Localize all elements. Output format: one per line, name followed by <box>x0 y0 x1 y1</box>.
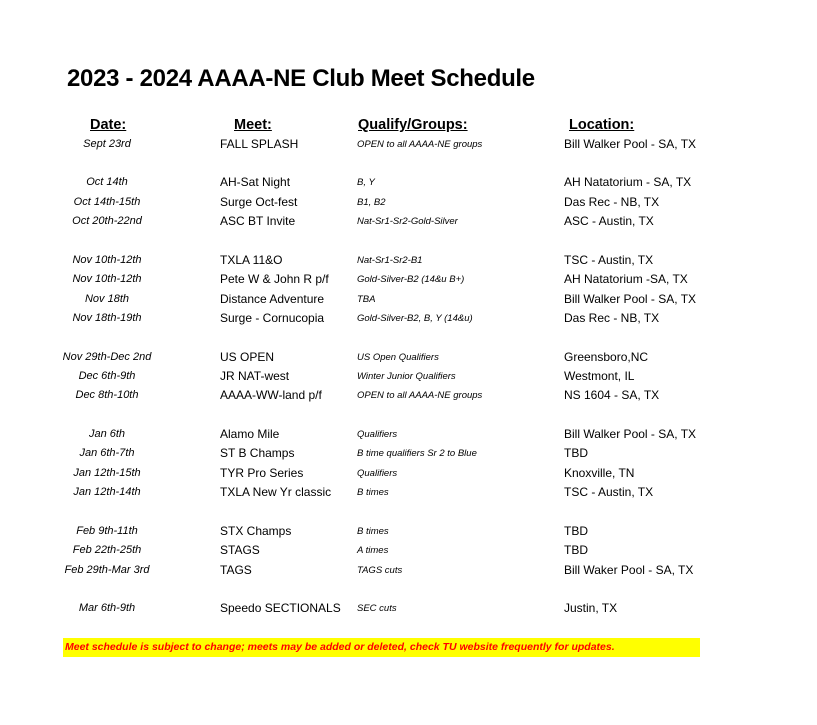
table-row <box>0 483 817 502</box>
meet-date: Mar 6th-9th <box>78 602 136 614</box>
meet-qualify: OPEN to all AAAA-NE groups <box>357 139 483 150</box>
meet-qualify: Qualifiers <box>357 468 398 479</box>
meet-date: Jan 12th-14th <box>73 486 141 498</box>
meet-location: Das Rec - NB, TX <box>564 311 660 325</box>
meet-location: AH Natatorium - SA, TX <box>564 175 692 189</box>
table-row <box>0 309 817 328</box>
meet-date: Jan 6th-7th <box>79 447 135 459</box>
meet-location: Das Rec - NB, TX <box>564 195 660 209</box>
meet-name: Surge Oct-fest <box>220 195 298 209</box>
column-header-meet: Meet: <box>234 117 272 133</box>
meet-location: Bill Waker Pool - SA, TX <box>564 563 694 577</box>
meet-qualify: Gold-Silver-B2 (14&u B+) <box>357 274 465 285</box>
meet-date: Jan 12th-15th <box>73 467 141 479</box>
meet-date: Nov 29th-Dec 2nd <box>62 351 152 363</box>
meet-name: TAGS <box>220 563 252 577</box>
meet-location: Bill Walker Pool - SA, TX <box>564 292 697 306</box>
meet-name: AAAA-WW-land p/f <box>220 388 322 402</box>
table-row <box>0 561 817 580</box>
table-row <box>0 270 817 289</box>
meet-qualify: TBA <box>357 294 376 305</box>
meet-location: AH Natatorium -SA, TX <box>564 272 688 286</box>
meet-location: Bill Walker Pool - SA, TX <box>564 137 697 151</box>
meet-date: Oct 14th-15th <box>73 196 141 208</box>
meet-date: Feb 29th-Mar 3rd <box>64 564 150 576</box>
meet-qualify: Winter Junior Qualifiers <box>357 371 456 382</box>
meet-name: JR NAT-west <box>220 369 290 383</box>
meet-location: Bill Walker Pool - SA, TX <box>564 427 697 441</box>
meet-date: Nov 10th-12th <box>72 254 142 266</box>
page-title: 2023 - 2024 AAAA-NE Club Meet Schedule <box>67 65 535 92</box>
meet-qualify: B time qualifiers Sr 2 to Blue <box>357 448 477 459</box>
meet-location: ASC - Austin, TX <box>564 214 654 228</box>
meet-name: ASC BT Invite <box>220 214 296 228</box>
meet-qualify: A times <box>357 545 389 556</box>
meet-name: STX Champs <box>220 524 292 538</box>
meet-qualify: OPEN to all AAAA-NE groups <box>357 390 483 401</box>
meet-name: Surge - Cornucopia <box>220 311 325 325</box>
meet-name: Pete W & John R p/f <box>220 272 329 286</box>
meet-location: TSC - Austin, TX <box>564 253 654 267</box>
table-row <box>0 444 817 463</box>
table-row <box>0 522 817 541</box>
meet-date: Dec 8th-10th <box>75 389 139 401</box>
table-row <box>0 599 817 618</box>
table-row <box>0 348 817 367</box>
meet-location: TBD <box>564 524 588 538</box>
meet-name: STAGS <box>220 543 260 557</box>
meet-date: Nov 18th-19th <box>72 312 142 324</box>
table-row <box>0 212 817 231</box>
meet-date: Oct 20th-22nd <box>72 215 142 227</box>
meet-location: TSC - Austin, TX <box>564 485 654 499</box>
meet-date: Sept 23rd <box>83 138 131 150</box>
meet-qualify: B times <box>357 487 389 498</box>
meet-name: TYR Pro Series <box>220 466 304 480</box>
table-row <box>0 464 817 483</box>
meet-date: Nov 10th-12th <box>72 273 142 285</box>
meet-date: Jan 6th <box>88 428 126 440</box>
meet-location: NS 1604 - SA, TX <box>564 388 660 402</box>
meet-location: Westmont, IL <box>564 369 635 383</box>
meet-qualify: B1, B2 <box>357 197 386 208</box>
meet-qualify: Gold-Silver-B2, B, Y (14&u) <box>357 313 473 324</box>
meet-name: TXLA 11&O <box>220 253 283 267</box>
meet-qualify: TAGS cuts <box>357 565 403 576</box>
meet-date: Nov 18th <box>84 293 130 305</box>
table-row <box>0 135 817 154</box>
table-row <box>0 173 817 192</box>
table-row <box>0 367 817 386</box>
meet-location: Justin, TX <box>564 601 618 615</box>
meet-qualify: Qualifiers <box>357 429 398 440</box>
meet-qualify: SEC cuts <box>357 603 397 614</box>
meet-location: Knoxville, TN <box>564 466 635 480</box>
column-header-qualify: Qualify/Groups: <box>358 117 468 133</box>
meet-qualify: US Open Qualifiers <box>357 352 439 363</box>
table-row <box>0 290 817 309</box>
table-row <box>0 251 817 270</box>
meet-qualify: B times <box>357 526 389 537</box>
meet-name: TXLA New Yr classic <box>220 485 332 499</box>
meet-qualify: Nat-Sr1-Sr2-B1 <box>357 255 423 266</box>
meet-qualify: B, Y <box>357 177 375 188</box>
meet-name: FALL SPLASH <box>220 137 299 151</box>
meet-date: Feb 22th-25th <box>72 544 142 556</box>
meet-location: Greensboro,NC <box>564 350 649 364</box>
meet-name: US OPEN <box>220 350 275 364</box>
meet-date: Feb 9th-11th <box>76 525 138 537</box>
column-header-location: Location: <box>569 117 635 133</box>
meet-name: Speedo SECTIONALS <box>220 601 341 615</box>
table-row <box>0 386 817 405</box>
meet-date: Oct 14th <box>86 176 128 188</box>
meet-location: TBD <box>564 543 588 557</box>
table-row <box>0 193 817 212</box>
meet-name: AH-Sat Night <box>220 175 291 189</box>
meet-date: Dec 6th-9th <box>78 370 136 382</box>
meet-name: Alamo Mile <box>220 427 280 441</box>
meet-name: Distance Adventure <box>220 292 325 306</box>
table-row <box>0 425 817 444</box>
meet-location: TBD <box>564 446 588 460</box>
meet-name: ST B Champs <box>220 446 295 460</box>
schedule-change-notice: Meet schedule is subject to change; meets may be added or deleted, check TU website frequently for updates. <box>63 638 700 657</box>
meet-qualify: Nat-Sr1-Sr2-Gold-Silver <box>357 216 458 227</box>
table-row <box>0 541 817 560</box>
column-header-date: Date: <box>90 117 127 133</box>
